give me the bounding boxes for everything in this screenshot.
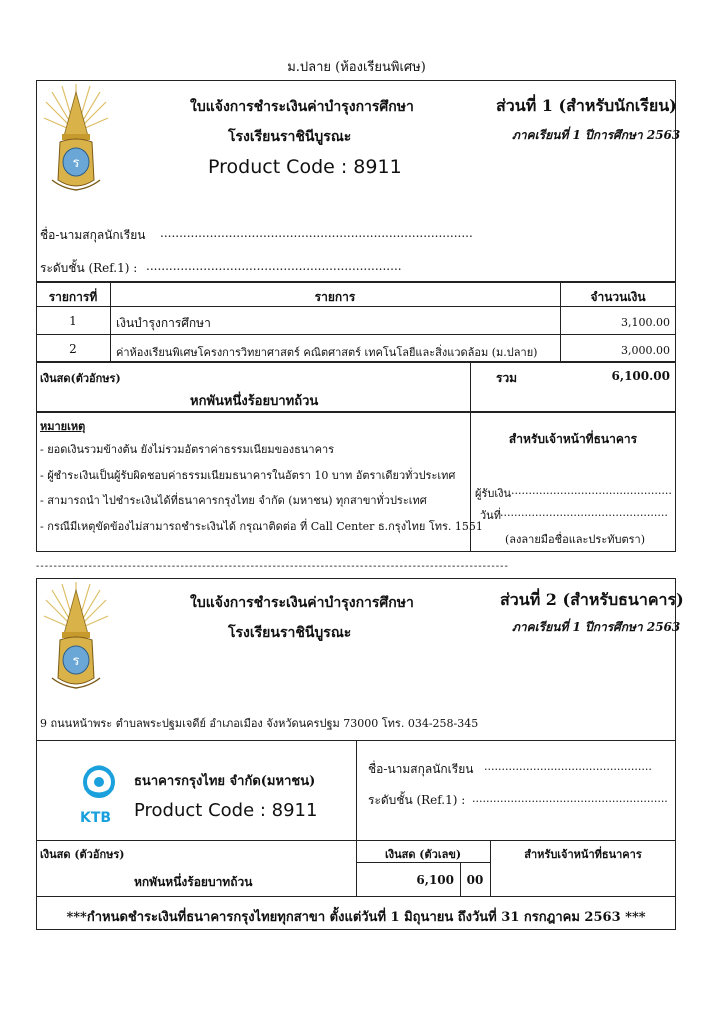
part1-student-name-line: .................................................................................. bbox=[160, 226, 473, 240]
part1-school-name: โรงเรียนราชินีบูรณะ bbox=[228, 129, 352, 145]
part2-officer-label: สำหรับเจ้าหน้าที่ธนาคาร bbox=[524, 848, 642, 861]
date-line: ................................................ bbox=[500, 506, 668, 519]
part2-student-name-line: ................................................ bbox=[484, 760, 652, 773]
bank-officer-title: สำหรับเจ้าหน้าที่ธนาคาร bbox=[508, 432, 638, 446]
date-label: วันที่ bbox=[480, 509, 501, 522]
page-title: ม.ปลาย (ห้องเรียนพิเศษ) bbox=[287, 60, 426, 75]
notes-item: - สามารถนำ ไปชำระเงินได้ที่ธนาคารกรุงไทย จำกัด (มหาชน) ทุกสาขาทั่วประเทศ bbox=[40, 494, 427, 507]
payment-deadline: ***กำหนดชำระเงินที่ธนาคารกรุงไทยทุกสาขา ตั้งแต่วันที่ 1 มิถุนายน ถึงวันที่ 31 กรกฎาคม 2563 *** bbox=[66, 910, 646, 925]
part1-part-label: ส่วนที่ 1 (สำหรับนักเรียน) bbox=[496, 96, 677, 115]
table-row-1-no: 1 bbox=[69, 314, 77, 328]
cash-words-label: เงินสด(ตัวอักษร) bbox=[40, 372, 121, 385]
table-row-1-item: เงินบำรุงการศึกษา bbox=[116, 316, 211, 330]
table-row-2-no: 2 bbox=[69, 342, 77, 356]
part1-class-label: ระดับชั้น (Ref.1) : bbox=[40, 261, 138, 275]
part1-notice-title: ใบแจ้งการชำระเงินค่าบำรุงการศึกษา bbox=[190, 99, 414, 115]
cash-words-value: หกพันหนึ่งร้อยบาทถ้วน bbox=[190, 394, 319, 409]
notes-item: - ผู้ชำระเงินเป็นผู้รับผิดชอบค่าธรรมเนียมธนาคารในอัตรา 10 บาท อัตราเดียวทั่วประเทศ bbox=[40, 469, 456, 482]
part2-class-line: ........................................................ bbox=[472, 792, 668, 805]
school-emblem-icon bbox=[42, 582, 110, 694]
part2-class-label: ระดับชั้น (Ref.1) : bbox=[368, 793, 466, 807]
part1-product-code: Product Code : 8911 bbox=[208, 156, 402, 178]
sign-note: (ลงลายมือชื่อและประทับตรา) bbox=[505, 533, 645, 546]
part2-cash-words-label: เงินสด (ตัวอักษร) bbox=[40, 848, 125, 861]
notes-item: - กรณีมีเหตุขัดข้องไม่สามารถชำระเงินได้ กรุณาติดต่อ ที่ Call Center ธ.กรุงไทย โทร. 1551 bbox=[40, 520, 483, 533]
table-header-item: รายการ bbox=[314, 290, 356, 304]
part2-school-name: โรงเรียนราชินีบูรณะ bbox=[228, 625, 352, 641]
table-header-no: รายการที่ bbox=[48, 290, 98, 304]
table-row-2-amount: 3,000.00 bbox=[621, 344, 670, 357]
total-value: 6,100.00 bbox=[611, 369, 670, 383]
table-row-1-amount: 3,100.00 bbox=[621, 316, 670, 329]
part2-cash-num-label: เงินสด (ตัวเลข) bbox=[384, 848, 462, 861]
part2-cash-satang: 00 bbox=[466, 873, 484, 887]
svg-text:ร: ร bbox=[72, 156, 80, 171]
part1-class-line: ................................................................... bbox=[146, 259, 402, 273]
ktb-logo-text: KTB bbox=[80, 810, 112, 826]
receiver-label: ผู้รับเงิน bbox=[475, 487, 511, 500]
part1-semester: ภาคเรียนที่ 1 ปีการศึกษา 2563 bbox=[512, 128, 681, 142]
cut-line: ------------------------------------------------------------------------------------------------------------ bbox=[36, 561, 509, 572]
receiver-line: .............................................. bbox=[511, 484, 672, 497]
bank-name: ธนาคารกรุงไทย จำกัด(มหาชน) bbox=[134, 774, 316, 789]
part2-part-label: ส่วนที่ 2 (สำหรับธนาคาร) bbox=[500, 590, 684, 609]
svg-text:ร: ร bbox=[72, 654, 80, 669]
school-emblem-icon bbox=[42, 84, 110, 196]
table-row-2-item: ค่าห้องเรียนพิเศษโครงการวิทยาศาสตร์ คณิตศาสตร์ เทคโนโลยีและสิ่งแวดล้อม (ม.ปลาย) bbox=[116, 346, 538, 359]
part2-notice-title: ใบแจ้งการชำระเงินค่าบำรุงการศึกษา bbox=[190, 595, 414, 611]
part2-product-code: Product Code : 8911 bbox=[134, 800, 318, 821]
notes-item: - ยอดเงินรวมข้างต้น ยังไม่รวมอัตราค่าธรรมเนียมของธนาคาร bbox=[40, 443, 335, 456]
part2-cash-words-value: หกพันหนึ่งร้อยบาทถ้วน bbox=[134, 875, 253, 889]
school-address: 9 ถนนหน้าพระ ตำบลพระปฐมเจดีย์ อำเภอเมือง จังหวัดนครปฐม 73000 โทร. 034-258-345 bbox=[40, 717, 479, 730]
part2-semester: ภาคเรียนที่ 1 ปีการศึกษา 2563 bbox=[512, 620, 681, 634]
table-header-amount: จำนวนเงิน bbox=[590, 290, 646, 304]
part2-cash-baht: 6,100 bbox=[416, 873, 454, 887]
part1-student-name-label: ชื่อ-นามสกุลนักเรียน bbox=[40, 228, 146, 242]
total-label: รวม bbox=[496, 371, 518, 385]
part2-student-name-label: ชื่อ-นามสกุลนักเรียน bbox=[368, 762, 474, 776]
notes-title: หมายเหตุ bbox=[40, 420, 86, 433]
